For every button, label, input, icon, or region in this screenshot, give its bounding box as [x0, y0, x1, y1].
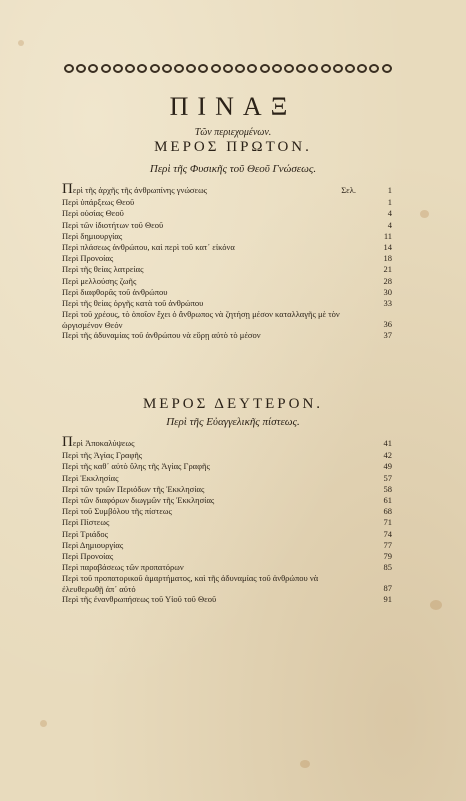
toc-entry-title: Περὶ Ἐκκλησίας [62, 472, 119, 483]
ornament-link [150, 64, 160, 73]
part2-subheading: Περὶ τῆς Εὐαγγελικῆς πίστεως. [166, 416, 300, 428]
toc-entry [62, 540, 392, 551]
ornament-link [223, 64, 233, 73]
toc-entry [62, 181, 392, 197]
ornament-link [76, 64, 86, 73]
toc-entry [62, 529, 392, 540]
toc-entry [62, 309, 392, 330]
ornament-link [174, 64, 184, 73]
toc-entry-title: Περὶ τοῦ Συμβόλου τῆς πίστεως [62, 506, 172, 517]
ornament-link [345, 64, 355, 73]
foxing-spot [40, 720, 47, 727]
ornament-link [198, 64, 208, 73]
toc-entry-title: Περὶ Τριάδος [62, 528, 109, 539]
ornament-link [88, 64, 98, 73]
toc-entry [62, 473, 392, 484]
index-subtitle: Τῶν περιεχομένων. [194, 127, 272, 138]
toc-entry-title: Περὶ τῆς καθ᾽ αὐτὸ ὕλης τῆς Ἁγίας Γραφῆς [62, 461, 210, 472]
part1-contents-list [62, 181, 392, 341]
toc-entry-page-number: 91 [383, 594, 392, 605]
ornament-link [308, 64, 318, 73]
ornament-link [137, 64, 147, 73]
toc-entry-title: Περὶ τῶν διαφόρων διωγμῶν τῆς Ἐκκλησίας [62, 495, 215, 506]
toc-entry [62, 495, 392, 506]
toc-entry [62, 298, 392, 309]
toc-entry-page-number: 41 [383, 438, 392, 448]
toc-entry-title: Περὶ Ἀποκαλύψεως [62, 434, 135, 450]
toc-entry-title: Περὶ μελλούσης ζωῆς [62, 275, 137, 286]
toc-entry-page-number: 4 [387, 208, 392, 219]
toc-entry-page-number: 1 [387, 185, 392, 195]
toc-entry-page-number: 14 [383, 242, 392, 253]
toc-entry-title: Περὶ τῆς θείας λατρείας [62, 264, 144, 275]
toc-entry-page-number: 57 [383, 472, 392, 483]
toc-entry-title: Περὶ Προνοίας [62, 551, 114, 562]
toc-entry [62, 276, 392, 287]
toc-entry-page-number: 61 [383, 495, 392, 506]
toc-entry-page-number: 18 [383, 253, 392, 264]
toc-entry-page-number: 58 [383, 483, 392, 494]
toc-entry [62, 253, 392, 264]
toc-entry-page-number: 87 [383, 583, 392, 594]
toc-entry-page-number: 36 [383, 319, 392, 330]
toc-entry-page-number: 37 [383, 330, 392, 341]
toc-entry-title: Περὶ τοῦ προπατορικοῦ ἁμαρτήματος, καὶ τῆς ἀδυναμίας τοῦ ἀνθρώπου νὰ ἐλευθερωθῇ ἀπ᾽ αὐτό [62, 573, 319, 594]
toc-entry-page-number: 68 [383, 506, 392, 517]
foxing-spot [300, 760, 310, 768]
ornament-link [186, 64, 196, 73]
toc-entry-title: Περὶ τοῦ χρέους, τὸ ὁποῖον ἔχει ὁ ἄνθρωπος νὰ ζητήσῃ μέσον καταλλαγῆς μὲ τὸν ὠργισμένον Θεόν [62, 309, 340, 330]
ornament-link [113, 64, 123, 73]
toc-entry-title: Περὶ τῆς θείας ὀργῆς κατὰ τοῦ ἀνθρώπου [62, 298, 204, 309]
toc-entry-page-number: 21 [383, 264, 392, 275]
ornament-link [247, 64, 257, 73]
decorative-border-ornament [64, 61, 392, 75]
toc-entry-title: Περὶ ὑπάρξεως Θεοῦ [62, 197, 135, 208]
toc-entry-page-number: 11 [383, 230, 392, 241]
toc-entry-page-number: 28 [383, 275, 392, 286]
toc-entry-title: Περὶ Προνοίας [62, 253, 114, 264]
ornament-link [272, 64, 282, 73]
toc-entry-title: Περὶ παραβάσεως τῶν προπατόρων [62, 562, 184, 573]
toc-entry-page-number: 4 [387, 219, 392, 230]
ornament-link [357, 64, 367, 73]
toc-entry [62, 264, 392, 275]
toc-entry [62, 594, 392, 605]
part1-heading: ΜΕΡΟΣ ΠΡΩΤΟΝ. [154, 139, 312, 155]
ornament-link [125, 64, 135, 73]
index-title: ΠΙΝΑΞ [169, 92, 297, 121]
toc-entry-page-number: 42 [383, 450, 392, 461]
toc-entry [62, 461, 392, 472]
ornament-link [296, 64, 306, 73]
toc-entry [62, 208, 392, 219]
foxing-spot [430, 600, 442, 610]
toc-entry-title: Περὶ Δημιουργίας [62, 539, 124, 550]
toc-entry [62, 434, 392, 450]
foxing-spot [18, 40, 24, 46]
toc-entry-title: Περὶ πλάσεως ἀνθρώπου, καὶ περὶ τοῦ κατ᾽ εἰκόνα [62, 242, 235, 253]
part2-heading: ΜΕΡΟΣ ΔΕΥΤΕΡΟΝ. [142, 396, 324, 412]
toc-entry-title: Περὶ τῆς ἀρχῆς τῆς ἀνθρωπίνης γνώσεως [62, 181, 208, 197]
ornament-link [235, 64, 245, 73]
toc-entry-page-number: 1 [387, 197, 392, 208]
ornament-link [162, 64, 172, 73]
toc-entry-title: Περὶ τῆς ἐνανθρωπήσεως τοῦ Υἱοῦ τοῦ Θεοῦ [62, 594, 217, 605]
ornament-link [369, 64, 379, 73]
toc-entry-title: Περὶ Πίστεως [62, 517, 110, 528]
toc-entry-page-number: 33 [383, 298, 392, 309]
part1-subheading: Περὶ τῆς Φυσικῆς τοῦ Θεοῦ Γνώσεως. [149, 163, 317, 175]
toc-entry-title: Περὶ διαφθορᾶς τοῦ ἀνθρώπου [62, 286, 168, 297]
toc-entry [62, 551, 392, 562]
toc-entry [62, 450, 392, 461]
ornament-link [64, 64, 74, 73]
toc-entry [62, 242, 392, 253]
toc-entry-page-number: 49 [383, 461, 392, 472]
toc-entry-title: Περὶ δημιουργίας [62, 230, 123, 241]
toc-entry [62, 287, 392, 298]
ornament-link [284, 64, 294, 73]
ornament-link [211, 64, 221, 73]
toc-entry-title: Περὶ τῆς Ἁγίας Γραφῆς [62, 450, 143, 461]
toc-entry [62, 330, 392, 341]
toc-entry [62, 517, 392, 528]
toc-entry-page-number: 74 [383, 528, 392, 539]
toc-entry [62, 506, 392, 517]
ornament-link [260, 64, 270, 73]
toc-entry-page-number: 71 [383, 517, 392, 528]
toc-entry-title: Περὶ οὐσίας Θεοῦ [62, 208, 124, 219]
toc-entry-page-number: 79 [383, 551, 392, 562]
toc-entry [62, 573, 392, 594]
part2-contents-list [62, 434, 392, 606]
page-marker-label: Σελ. [341, 185, 356, 195]
toc-entry [62, 562, 392, 573]
ornament-link [333, 64, 343, 73]
toc-entry-page-number: 77 [383, 539, 392, 550]
ornament-link [321, 64, 331, 73]
toc-entry [62, 220, 392, 231]
toc-entry-page-number: 30 [383, 286, 392, 297]
toc-entry [62, 197, 392, 208]
toc-entry-page-number: 85 [383, 562, 392, 573]
toc-entry-title: Περὶ τῆς ἀδυναμίας τοῦ ἀνθρώπου νὰ εὕρῃ αὐτὸ τὸ μέσον [62, 330, 261, 341]
foxing-spot [420, 210, 429, 218]
toc-entry [62, 231, 392, 242]
ornament-link [382, 64, 392, 73]
toc-entry-title: Περὶ τῶν τριῶν Περιόδων τῆς Ἐκκλησίας [62, 483, 205, 494]
toc-entry [62, 484, 392, 495]
toc-entry-title: Περὶ τῶν ἰδιοτήτων τοῦ Θεοῦ [62, 219, 164, 230]
ornament-link [101, 64, 111, 73]
